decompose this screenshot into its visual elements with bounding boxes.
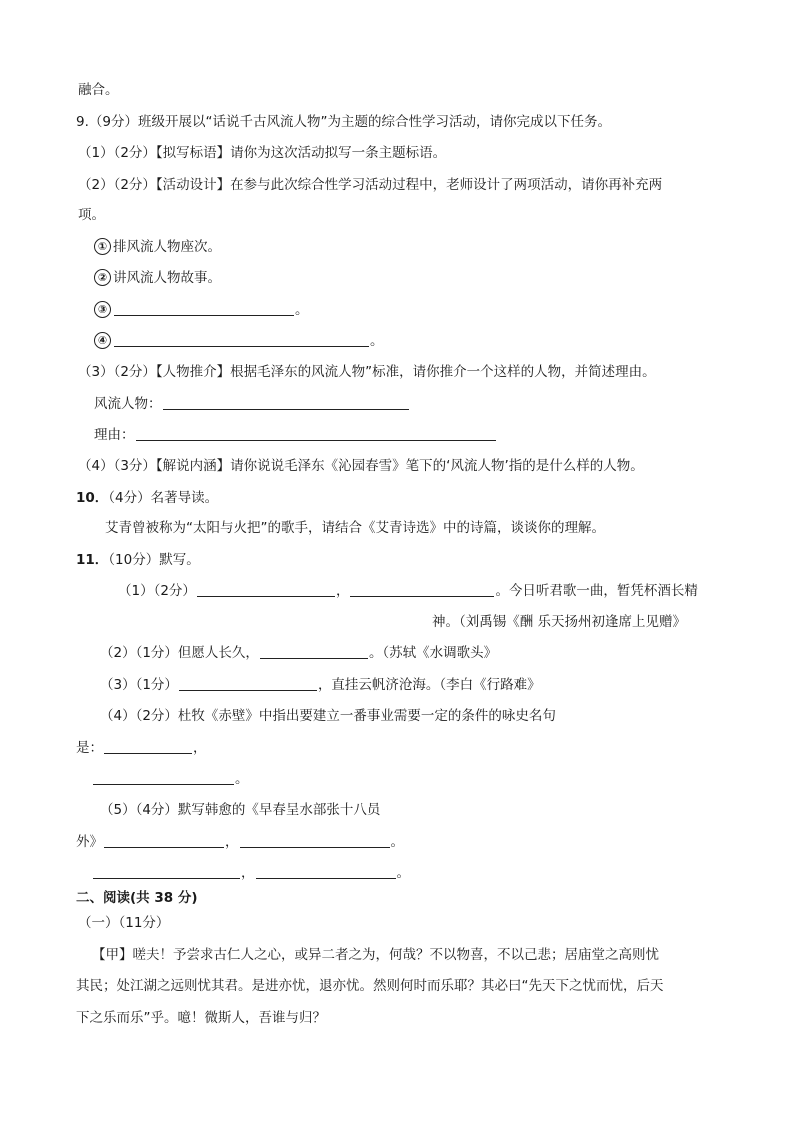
q11-s2-prefix: （2）（1分）但愿人长久，: [100, 645, 259, 661]
comma: ，: [225, 834, 239, 850]
activity-item-2: [94, 268, 221, 288]
blank-s2[interactable]: [260, 644, 368, 659]
q11-s1-prefix: （1）（2分）: [118, 583, 196, 599]
blank-reason[interactable]: [136, 426, 496, 441]
continued-line: 融合。: [78, 82, 119, 98]
q11-s5-wai: 外》: [76, 834, 103, 850]
blank-s1a[interactable]: [197, 582, 335, 597]
q11-s2: [100, 643, 497, 663]
passage-jia-line1: [92, 945, 659, 965]
q11-s3-suffix: ，直挂云帆济沧海。（李白《行路难》: [317, 677, 541, 693]
activity-item-1: [94, 237, 221, 257]
comma: ，: [241, 865, 255, 881]
q11-s4-line2: [76, 738, 207, 758]
q11-s4-shi: 是：: [76, 740, 103, 756]
blank-s3[interactable]: [179, 676, 317, 691]
q11-number: 11．: [76, 552, 109, 568]
q10-title: （4分）名著导读。: [108, 490, 219, 506]
passage-jia-line3: 下之乐而乐”乎。噫！微斯人，吾谁与归？: [76, 1010, 326, 1026]
activity-item-4: [94, 331, 384, 351]
passage-jia-tag: 【甲】: [92, 947, 133, 963]
q11-title: （10分）默写。: [108, 552, 200, 568]
reason-line: [94, 425, 497, 445]
person-line: [94, 394, 410, 414]
q11-s1-line2: 神。（刘禹锡《酬 乐天扬州初逢席上见赠》: [432, 614, 687, 630]
q9-part4: （4）（3分）【解说内涵】请你说说毛泽东《沁园春雪》笔下的‘风流人物’指的是什么样的人物。: [78, 458, 644, 474]
period: 。: [370, 333, 384, 349]
q9-part1: （1）（2分）【拟写标语】请你为这次活动拟写一条主题标语。: [78, 145, 447, 161]
q11-s5-line2: [76, 832, 404, 852]
q11-s4-line3: [92, 769, 249, 789]
blank-person[interactable]: [163, 395, 409, 410]
q11-s5-line3: [92, 863, 410, 883]
q10-heading: [76, 488, 218, 508]
q9-part2-line1: （2）（2分）【活动设计】在参与此次综合性学习活动过程中，老师设计了两项活动，请你再补充两: [78, 177, 663, 193]
period: 。: [295, 302, 309, 318]
activity-item-1-text: 排风流人物座次。: [113, 239, 221, 255]
period: 。: [396, 865, 410, 881]
q11-heading: [76, 550, 200, 570]
reason-label: 理由：: [94, 427, 135, 443]
passage-jia-text1: 嗟夫！予尝求古仁人之心，或异二者之为，何哉？不以物喜，不以己悲；居庙堂之高则忧: [132, 947, 659, 963]
blank-s4a[interactable]: [104, 739, 192, 754]
activity-item-2-text: 讲风流人物故事。: [113, 270, 221, 286]
q11-s3-prefix: （3）（1分）: [100, 677, 178, 693]
q9-part3: （3）（2分）【人物推介】根据毛泽东的风流人物”标准，请你推介一个这样的人物，并简述理由。: [78, 364, 656, 380]
blank-activity-4[interactable]: [114, 332, 369, 347]
q11-s1-suffix: 。今日听君歌一曲，暂凭杯酒长精: [495, 583, 698, 599]
circled-number-4: ④: [94, 332, 111, 349]
circled-number-1: ①: [94, 238, 111, 255]
q9-heading: 9.（9分）班级开展以“话说千古风流人物”为主题的综合性学习活动，请你完成以下任务。: [76, 114, 611, 130]
period: 。: [390, 834, 404, 850]
blank-s5b[interactable]: [240, 833, 390, 848]
blank-s1b[interactable]: [350, 582, 494, 597]
person-label: 风流人物：: [94, 396, 162, 412]
comma: ，: [193, 740, 207, 756]
passage-jia-line2: 其民；处江湖之远则忧其君。是进亦忧，退亦忧。然则何时而乐耶？其必曰“先天下之忧而忧，后天: [76, 978, 664, 994]
blank-s4b[interactable]: [93, 770, 234, 785]
q10-number: 10．: [76, 490, 109, 506]
comma: ，: [335, 583, 350, 599]
section-2-subtitle: （一）（11分）: [78, 915, 170, 931]
period: 。: [235, 771, 249, 787]
q11-s4: （4）（2分）杜牧《赤壁》中指出要建立一番事业需要一定的条件的咏史名句: [100, 708, 556, 724]
blank-s5c[interactable]: [93, 864, 240, 879]
activity-item-3: [94, 300, 309, 320]
blank-activity-3[interactable]: [114, 301, 294, 316]
circled-number-3: ③: [94, 301, 111, 318]
blank-s5d[interactable]: [256, 864, 396, 879]
q11-s1: [118, 581, 698, 601]
section-2-title: 二、阅读(共 38 分): [76, 890, 198, 906]
q10-body: 艾青曾被称为“太阳与火把”的歌手，请结合《艾青诗选》中的诗篇，谈谈你的理解。: [105, 520, 605, 536]
q11-s2-suffix: 。（苏轼《水调歌头》: [368, 645, 498, 661]
q11-s5: （5）（4分）默写韩愈的《早春呈水部张十八员: [100, 802, 381, 818]
q9-part2-line2: 项。: [78, 207, 105, 223]
circled-number-2: ②: [94, 269, 111, 286]
q11-s3: [100, 675, 541, 695]
blank-s5a[interactable]: [104, 833, 224, 848]
